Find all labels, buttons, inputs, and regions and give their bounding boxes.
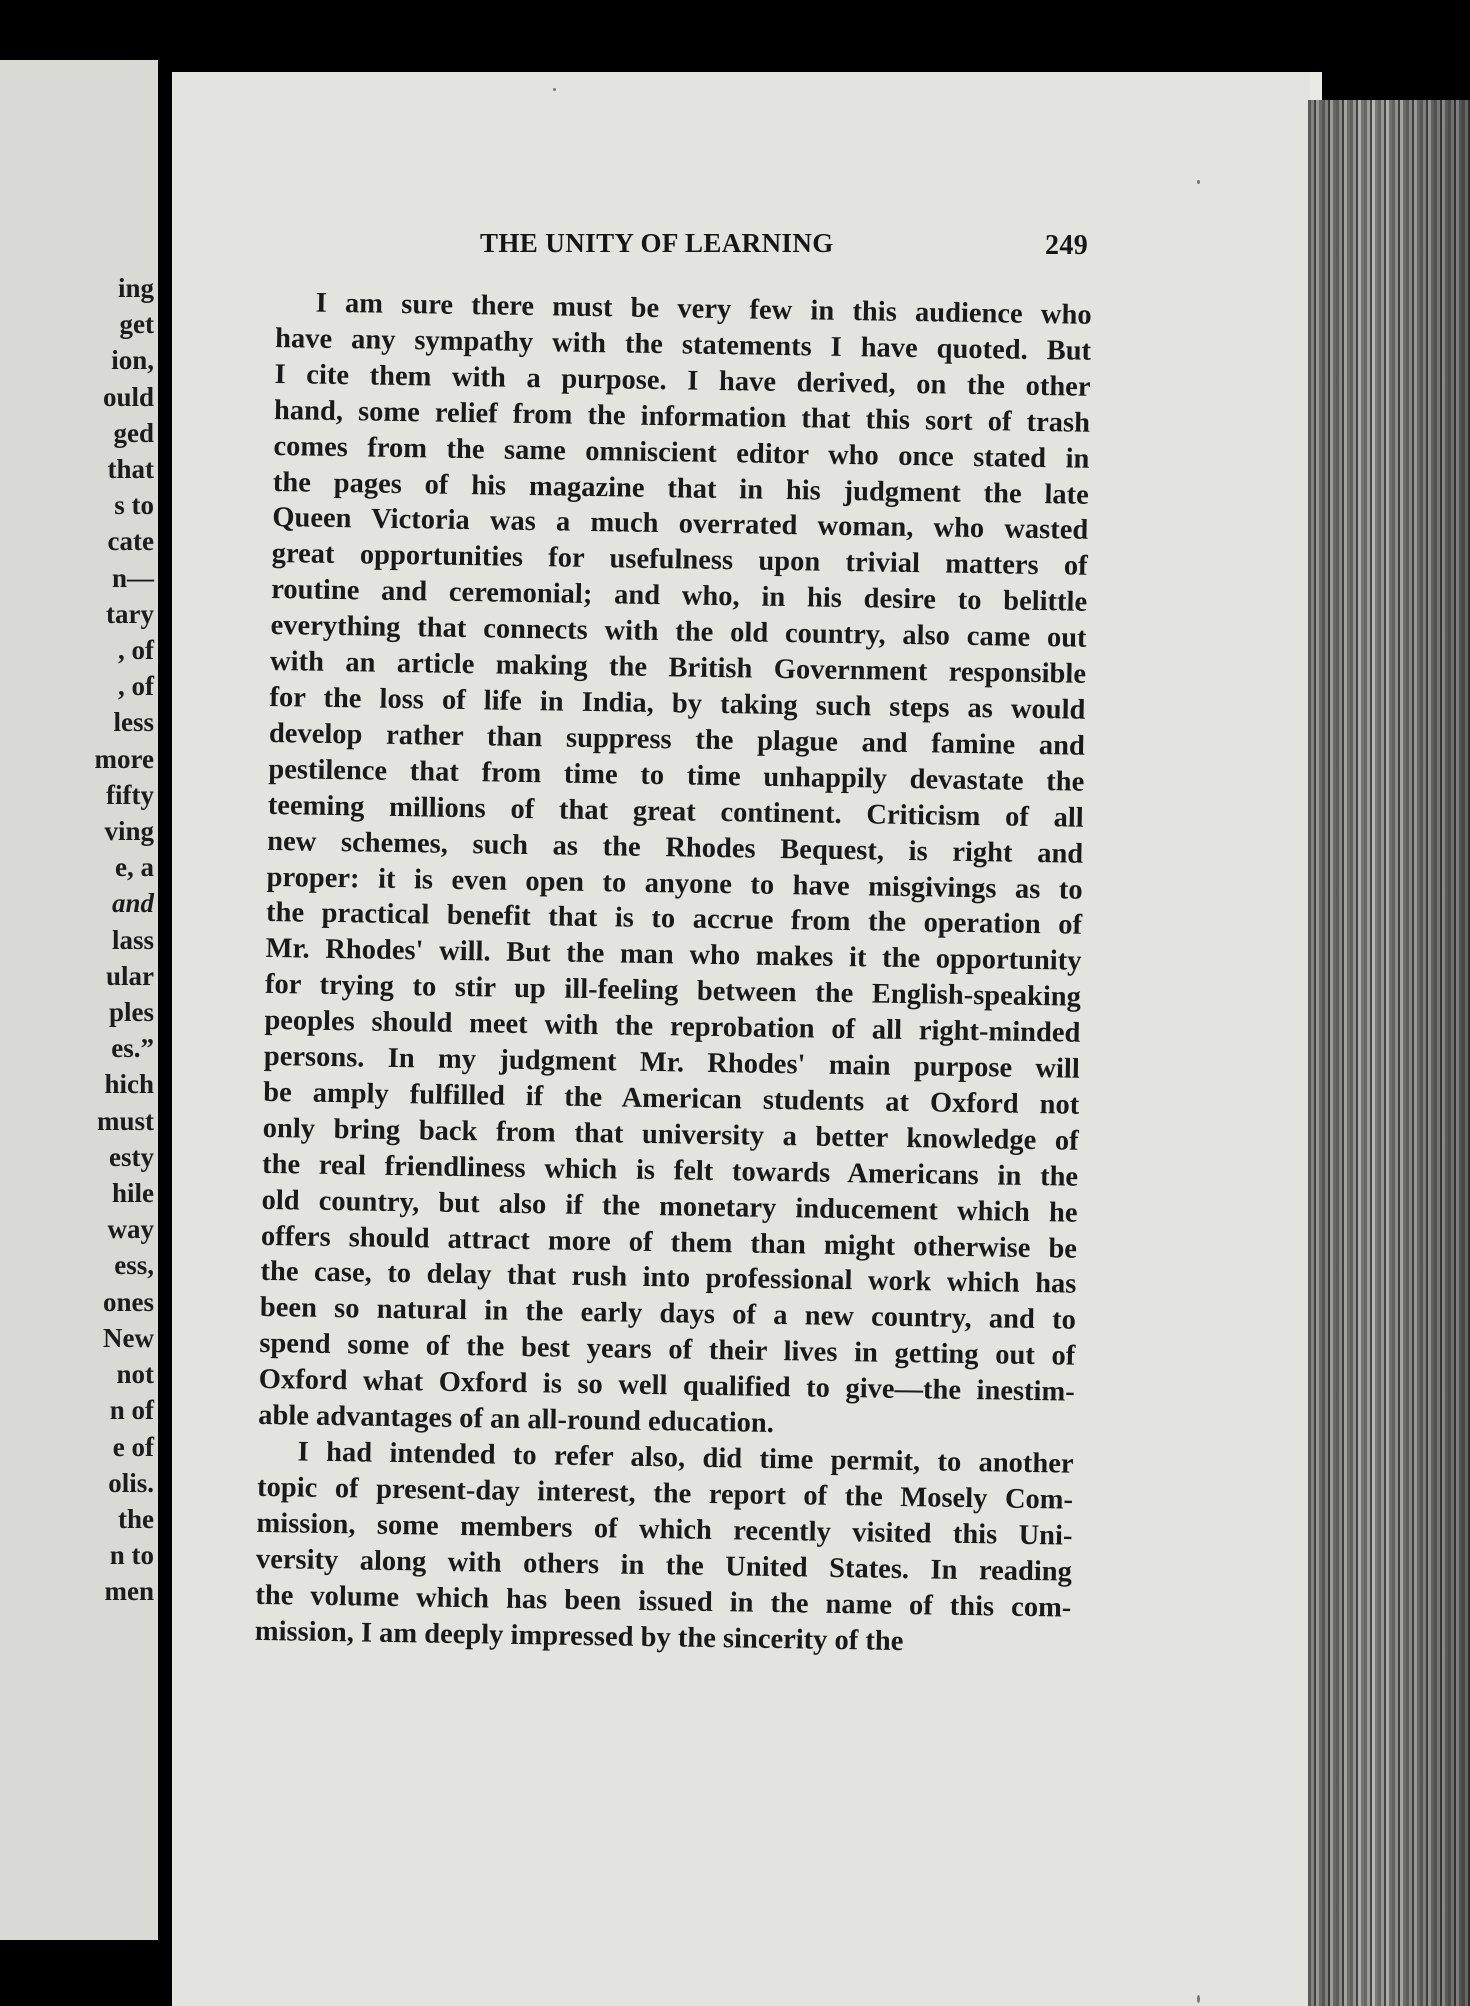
body-text — [255, 285, 1092, 1662]
text-line: I cite them with a purpose. I have derived, on the other — [274, 358, 1091, 403]
previous-page-line: ing — [117, 273, 154, 303]
previous-page-fragment — [0, 60, 158, 1940]
previous-page-line: e, a — [115, 852, 154, 883]
text-line: great opportunities for usefulness upon trivial matters of — [271, 538, 1088, 583]
previous-page-line: , of — [118, 671, 154, 702]
previous-page-line: es.” — [111, 1033, 154, 1064]
previous-page-line: , of — [118, 635, 154, 666]
text-line: spend some of the best years of their lives in getting out of — [259, 1328, 1076, 1372]
previous-page-line: must — [96, 1105, 154, 1136]
text-line: everything that connects with the old country, also came out — [270, 610, 1087, 654]
previous-page-line: lass — [111, 924, 154, 955]
previous-page-line: that — [107, 454, 154, 485]
previous-page-line: less — [113, 707, 154, 738]
previous-page-line: more — [94, 743, 154, 774]
text-line: persons. In my judgment Mr. Rhodes' main purpose will — [263, 1040, 1081, 1085]
text-line: the practical benefit that is to accrue from the operation of — [265, 897, 1083, 942]
text-line: Mr. Rhodes' will. But the man who makes it the opportunity — [265, 933, 1082, 978]
text-line: the case, to delay that rush into professional work which has — [260, 1256, 1077, 1301]
previous-page-line: men — [104, 1576, 154, 1607]
text-line: mission, I am deeply impressed by the sincerity of the — [254, 1615, 904, 1657]
text-line: peoples should meet with the reprobation of all right-minded — [264, 1005, 1081, 1049]
text-line: comes from the same omniscient editor who once stated in — [273, 430, 1090, 475]
previous-page-line: hich — [104, 1069, 154, 1100]
previous-page-line: n— — [111, 562, 154, 593]
text-line: I am sure there must be very few in this audience who — [315, 287, 1092, 331]
text-line: for the loss of life in India, by taking such steps as would — [269, 681, 1086, 726]
previous-page-line: fifty — [106, 779, 154, 810]
previous-page-line: ving — [104, 816, 154, 847]
previous-page-line: ones — [102, 1286, 154, 1317]
paragraph — [258, 285, 1092, 1447]
text-line: offers should attract more of them than might otherwise be — [260, 1220, 1078, 1265]
text-line: I had intended to refer also, did time permit, to another — [297, 1436, 1074, 1480]
previous-page-line: get — [119, 309, 154, 340]
text-line: Oxford what Oxford is so well qualified to give—the inestim- — [258, 1364, 1075, 1408]
text-line: be amply fulfilled if the American students at Oxford not — [263, 1076, 1080, 1121]
text-line: been so natural in the early days of a new country, and to — [259, 1292, 1077, 1337]
previous-page-line: hile — [111, 1178, 154, 1209]
previous-page-line: cate — [107, 526, 154, 557]
text-line: develop rather than suppress the plague and famine and — [268, 717, 1086, 762]
previous-page-line: way — [107, 1214, 154, 1245]
text-line: hand, some relief from the information that this sort of trash — [273, 394, 1091, 439]
text-line: with an article making the British Government responsible — [269, 646, 1087, 690]
text-line: for trying to stir up ill-feeling between the English-speaking — [264, 969, 1082, 1013]
text-line: have any sympathy with the statements I have quoted. But — [274, 322, 1092, 367]
text-line: new schemes, such as the Rhodes Bequest, is right and — [267, 825, 1084, 870]
text-line: proper: it is even open to anyone to have misgivings as to — [266, 861, 1083, 906]
text-line: Queen Victoria was a much overrated woman, who wasted — [272, 502, 1089, 547]
page-number: 249 — [1045, 230, 1089, 261]
text-line: only bring back from that university a better knowledge of — [262, 1112, 1079, 1157]
previous-page-line: ould — [102, 381, 154, 412]
previous-page-line: n of — [109, 1395, 154, 1426]
previous-page-line: the — [118, 1503, 154, 1534]
previous-page-line: ples — [108, 997, 154, 1028]
previous-page-line: New — [103, 1322, 154, 1353]
text-line: mission, some members of which recently visited this Uni- — [256, 1507, 1073, 1552]
text-line: routine and ceremonial; and who, in his desire to belittle — [270, 574, 1088, 619]
paper-speck — [1197, 180, 1200, 184]
previous-page-line: ess, — [114, 1250, 154, 1281]
paragraph — [255, 1434, 1074, 1662]
text-line: topic of present-day interest, the report of the Mosely Com- — [256, 1471, 1074, 1516]
text-line: the pages of his magazine that in his judgment the late — [272, 466, 1090, 511]
running-head: THE UNITY OF LEARNING — [480, 228, 834, 258]
book-fore-edge-shadow — [1308, 100, 1470, 2006]
previous-page-line: ion, — [111, 345, 154, 376]
previous-page-text — [95, 270, 154, 1610]
previous-page-line: ular — [105, 960, 154, 991]
paper-speck — [553, 88, 556, 91]
previous-page-line: tary — [106, 598, 154, 629]
text-line: pestilence that from time to time unhappily devastate the — [268, 753, 1085, 798]
text-line: teeming millions of that great continent. Criticism of all — [267, 789, 1084, 834]
text-line: versity along with others in the United States. In reading — [255, 1543, 1073, 1588]
text-line: the volume which has been issued in the name of this com- — [255, 1579, 1072, 1624]
previous-page-line: not — [116, 1359, 154, 1390]
previous-page-line: e of — [112, 1431, 154, 1462]
previous-page-line: s to — [114, 490, 154, 521]
text-line: able advantages of an all-round education. — [257, 1399, 775, 1440]
text-line: the real friendliness which is felt towards Americans in the — [261, 1148, 1079, 1193]
previous-page-line: esty — [109, 1141, 154, 1172]
previous-page-line: olis. — [108, 1467, 154, 1498]
previous-page-line: n to — [109, 1540, 154, 1571]
paper-speck — [1197, 1995, 1200, 2003]
text-line: old country, but also if the monetary inducement which he — [261, 1184, 1078, 1229]
previous-page-line: ged — [113, 417, 154, 448]
previous-page-line: and — [111, 888, 154, 919]
